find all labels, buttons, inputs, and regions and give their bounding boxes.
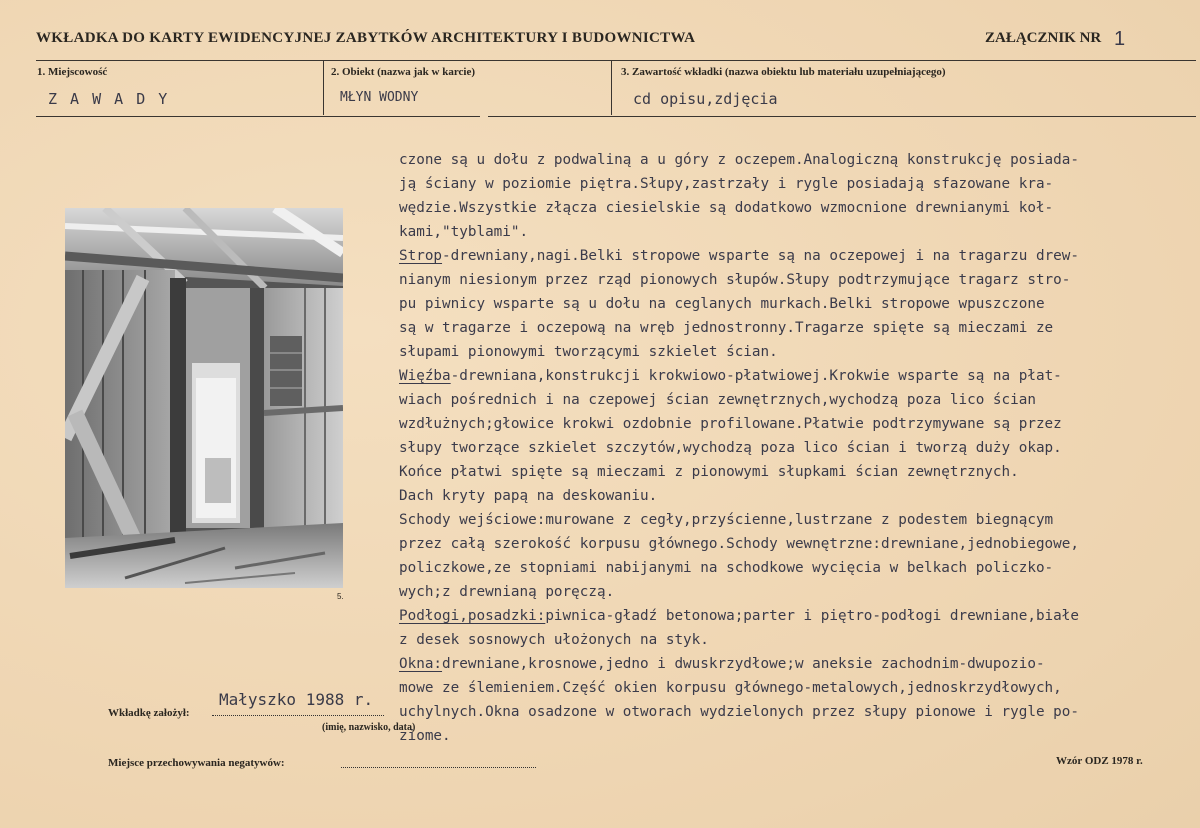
interior-photograph (65, 208, 343, 588)
description-line-text: uchylnych.Okna osadzone w otworach wydzielonych przez słupy pionowe i rygle po- (399, 704, 1079, 720)
description-line (399, 340, 1189, 364)
description-line-text: czone są u dołu z podwaliną a u góry z oczepem.Analogiczną konstrukcję posiada- (399, 152, 1079, 168)
description-line-text: słupy tworzące szkielet szczytów,wychodzą poza lico ścian i tworzą duży okap. (399, 440, 1062, 456)
negatives-label: Miejsce przechowywania negatywów: (108, 757, 285, 769)
form-model-label: Wzór ODZ 1978 r. (1056, 755, 1143, 767)
description-line-text: drewniane,krosnowe,jedno i dwuskrzydłowe;w aneksie zachodnim-dwupozio- (442, 656, 1045, 672)
description-line (399, 148, 1189, 172)
description-text (399, 148, 1189, 748)
founder-signature: Małyszko 1988 r. (219, 690, 374, 709)
field-divider-2 (611, 60, 612, 115)
description-line-text: -drewniana,konstrukcji krokwiowo-płatwiowej.Krokwie wsparte są na płat- (450, 368, 1062, 384)
description-line (399, 724, 1189, 748)
section-heading: Okna: (399, 656, 443, 672)
description-line-text: wiach pośrednich i na czepowej ścian zewnętrznych,wychodzą poza lico ścian (399, 392, 1036, 408)
description-line-text: piwnica-gładź betonowa;parter i piętro-podłogi drewniane,białe (545, 608, 1079, 624)
description-line (399, 196, 1189, 220)
description-line (399, 628, 1189, 652)
section-heading: Strop (399, 248, 443, 264)
description-line (399, 412, 1189, 436)
place-label: 1. Miejscowość (37, 66, 108, 78)
description-line (399, 172, 1189, 196)
description-line (399, 244, 1189, 268)
content-value: cd opisu,zdjęcia (633, 90, 778, 108)
header-top-rule (36, 60, 1196, 61)
description-line (399, 220, 1189, 244)
description-line-text: ją ściany w poziomie piętra.Słupy,zastrzały i rygle posiadają sfazowane kra- (399, 176, 1054, 192)
description-line-text: są w tragarze i oczepową na wręb jednostronny.Tragarze spięte są mieczami ze (399, 320, 1054, 336)
description-line (399, 364, 1189, 388)
fields-bottom-rule-1 (36, 116, 480, 117)
section-heading: Podłogi,posadzki: (399, 608, 546, 624)
description-line (399, 508, 1189, 532)
founder-dotted-line (212, 715, 384, 716)
description-line-text: słupami pionowymi tworzącymi szkielet ścian. (399, 344, 778, 360)
description-line-text: wzdłużnych;głowice krokwi ozdobnie profilowane.Płatwie podtrzymywane są przez (399, 416, 1062, 432)
description-line (399, 676, 1189, 700)
description-line (399, 556, 1189, 580)
description-line (399, 532, 1189, 556)
description-line (399, 652, 1189, 676)
description-line (399, 388, 1189, 412)
annex-label: ZAŁĄCZNIK NR (985, 30, 1102, 46)
description-line-text: mowe ze ślemieniem.Część okien korpusu głównego-metalowych,jednoskrzydłowych, (399, 680, 1062, 696)
annex-number: 1 (1114, 28, 1126, 50)
field-divider-1 (323, 60, 324, 115)
object-value: MŁYN WODNY (340, 90, 419, 105)
object-label: 2. Obiekt (nazwa jak w karcie) (331, 66, 476, 78)
description-line (399, 700, 1189, 724)
interior-photo-drawing (65, 208, 343, 588)
content-label: 3. Zawartość wkładki (nazwa obiektu lub materiału uzupełniającego) (621, 66, 946, 78)
description-line-text: wędzie.Wszystkie złącza ciesielskie są dodatkowo wzmocnione drewnianymi koł- (399, 200, 1054, 216)
description-line (399, 604, 1189, 628)
founder-label: Wkładkę założył: (108, 707, 190, 719)
description-line-text: z desek sosnowych ułożonych na styk. (399, 632, 709, 648)
founder-caption: (imię, nazwisko, data) (322, 722, 416, 733)
description-line (399, 316, 1189, 340)
description-line-text: -drewniany,nagi.Belki stropowe wsparte są na oczepowej i na tragarzu drew- (442, 248, 1079, 264)
section-heading: Więźba (399, 368, 451, 384)
place-value: Z A W A D Y (48, 90, 170, 108)
description-line-text: Końce płatwi spięte są mieczami z pionowymi słupkami ścian zewnętrznych. (399, 464, 1019, 480)
description-line-text: policzkowe,ze stopniami nabijanymi na schodkowe wycięcia w belkach policzko- (399, 560, 1054, 576)
description-line (399, 436, 1189, 460)
description-line (399, 268, 1189, 292)
description-line-text: Dach kryty papą na deskowaniu. (399, 488, 658, 504)
description-line (399, 460, 1189, 484)
description-line-text: nianym niesionym przez rząd pionowych słupów.Słupy podtrzymujące tragarz stro- (399, 272, 1071, 288)
description-line-text: kami,"tyblami". (399, 224, 529, 240)
description-line-text: wych;z drewnianą poręczą. (399, 584, 615, 600)
description-line-text: ziome. (399, 728, 451, 744)
description-line (399, 292, 1189, 316)
photo-number: 5. (337, 592, 344, 601)
form-title: WKŁADKA DO KARTY EWIDENCYJNEJ ZABYTKÓW ARCHITEKTURY I BUDOWNICTWA (36, 30, 696, 46)
description-line-text: Schody wejściowe:murowane z cegły,przyścienne,lustrzane z podestem biegnącym (399, 512, 1054, 528)
description-line (399, 484, 1189, 508)
description-line (399, 580, 1189, 604)
description-line-text: przez całą szerokość korpusu głównego.Schody wewnętrzne:drewniane,jednobiegowe, (399, 536, 1079, 552)
fields-bottom-rule-2 (488, 116, 1196, 117)
negatives-dotted-line (341, 767, 536, 768)
description-line-text: pu piwnicy wsparte są u dołu na ceglanych murkach.Belki stropowe wpuszczone (399, 296, 1045, 312)
